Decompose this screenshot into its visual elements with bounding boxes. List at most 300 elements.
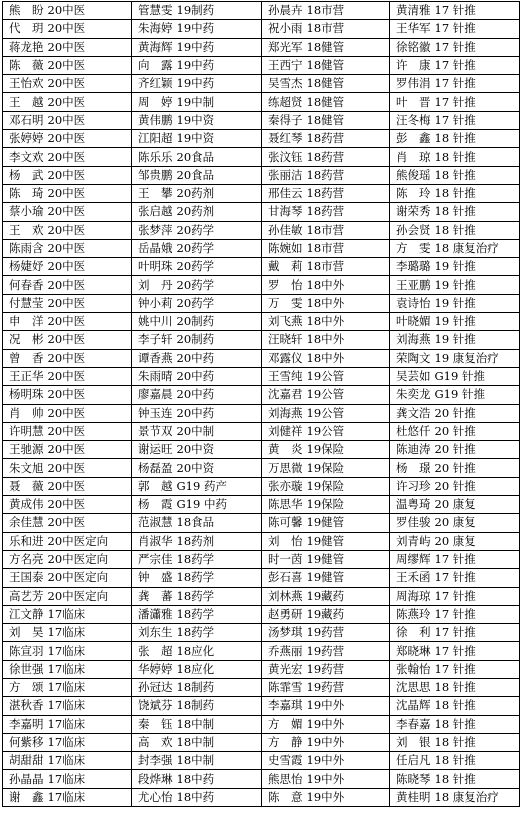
class-group: 20中医 xyxy=(47,478,86,493)
student-name: 华婷婷 xyxy=(138,661,173,676)
class-group: 17 针推 xyxy=(434,39,476,54)
table-row xyxy=(3,221,520,239)
student-name: 张启越 xyxy=(138,204,173,219)
roster-cell xyxy=(3,459,132,477)
student-name: 湛秋香 xyxy=(9,698,44,713)
student-name: 徐铭徽 xyxy=(396,39,431,54)
class-group: 20中医 xyxy=(47,259,86,274)
student-name: 杨 霞 xyxy=(138,497,173,512)
class-group: 20中医定向 xyxy=(47,570,109,585)
student-name: 王国泰 xyxy=(9,570,44,585)
table-row xyxy=(3,496,520,514)
class-group: 18 针推 xyxy=(434,753,476,768)
student-name: 刘东生 xyxy=(138,625,173,640)
roster-cell xyxy=(3,367,132,385)
class-group: 20中医 xyxy=(47,21,86,36)
student-name: 练超贤 xyxy=(268,94,303,109)
class-group: 18市营 xyxy=(306,21,345,36)
class-group: 18市营 xyxy=(306,222,345,237)
student-name: 陈迪涛 xyxy=(396,442,431,457)
table-row xyxy=(3,477,520,495)
roster-cell xyxy=(262,788,390,806)
roster-cell xyxy=(132,166,262,184)
table-row xyxy=(3,514,520,532)
roster-cell xyxy=(262,386,390,404)
student-name: 王正华 xyxy=(9,369,44,384)
student-name: 杨 璟 xyxy=(396,460,431,475)
roster-cell xyxy=(132,605,262,623)
student-name: 陈 意 xyxy=(268,789,303,804)
class-group: 20 针推 xyxy=(434,423,476,438)
table-row xyxy=(3,166,520,184)
student-name: 熊 盼 xyxy=(9,3,44,18)
class-group: 20中医 xyxy=(47,497,86,512)
roster-cell xyxy=(390,20,520,38)
roster-cell xyxy=(390,75,520,93)
student-name: 高 欢 xyxy=(138,735,173,750)
class-group: 18制药 xyxy=(176,698,215,713)
class-group: 17临床 xyxy=(47,735,86,750)
roster-cell xyxy=(3,2,132,20)
roster-cell xyxy=(3,441,132,459)
student-name: 方 雯 xyxy=(396,241,431,255)
roster-cell xyxy=(390,38,520,56)
roster-cell xyxy=(132,20,262,38)
class-group: 18 针推 xyxy=(434,149,476,164)
student-name: 时一茵 xyxy=(268,552,303,567)
roster-cell xyxy=(132,313,262,331)
student-name: 潘瀟雅 xyxy=(138,606,173,621)
student-roster-table xyxy=(2,1,520,807)
class-group: 17 针推 xyxy=(434,643,476,658)
class-group: 20中医 xyxy=(47,460,86,475)
student-name: 付慧莹 xyxy=(9,295,44,310)
student-name: 范淑慧 xyxy=(138,515,173,530)
table-row xyxy=(3,642,520,660)
roster-cell xyxy=(390,258,520,276)
student-name: 张亦璇 xyxy=(268,478,303,493)
class-group: 19药营 xyxy=(306,661,345,676)
class-group: G19 中药 xyxy=(176,497,227,512)
roster-cell xyxy=(3,660,132,678)
roster-cell xyxy=(262,166,390,184)
student-name: 秦 钰 xyxy=(138,716,173,731)
student-name: 乔燕丽 xyxy=(268,643,303,658)
class-group: 19公管 xyxy=(306,405,345,420)
student-name: 黄桂明 xyxy=(396,789,431,804)
student-name: 戴 莉 xyxy=(268,259,303,274)
roster-cell xyxy=(390,2,520,20)
roster-cell xyxy=(132,404,262,422)
class-group: G19 药产 xyxy=(176,478,227,493)
class-group: 20药学 xyxy=(176,241,215,255)
roster-cell xyxy=(262,770,390,788)
student-name: 肖淑华 xyxy=(138,533,173,548)
student-name: 杨明珠 xyxy=(9,387,44,402)
student-name: 尤心怡 xyxy=(138,789,173,804)
student-name: 陈 玲 xyxy=(396,186,431,201)
roster-cell xyxy=(132,203,262,221)
roster-cell xyxy=(262,404,390,422)
class-group: 17临床 xyxy=(47,753,86,768)
roster-cell xyxy=(132,239,262,257)
class-group: 18市营 xyxy=(306,241,345,255)
class-group: 19中外 xyxy=(306,716,345,731)
roster-cell xyxy=(132,733,262,751)
roster-cell xyxy=(3,93,132,111)
student-name: 郑光军 xyxy=(268,39,303,54)
roster-cell xyxy=(132,258,262,276)
roster-cell xyxy=(3,203,132,221)
class-group: 18 针推 xyxy=(434,771,476,786)
student-name: 祝小雨 xyxy=(268,21,303,36)
roster-cell xyxy=(262,20,390,38)
class-group: 18药学 xyxy=(176,570,215,585)
roster-cell xyxy=(262,221,390,239)
student-name: 叶 晋 xyxy=(396,94,431,109)
class-group: 20中医 xyxy=(47,186,86,201)
student-name: 李文欢 xyxy=(9,149,44,164)
roster-cell xyxy=(3,587,132,605)
roster-cell xyxy=(3,313,132,331)
class-group: 19中药 xyxy=(176,76,215,91)
roster-cell xyxy=(3,258,132,276)
student-name: 许明慧 xyxy=(9,423,44,438)
student-name: 徐世强 xyxy=(9,661,44,676)
roster-cell xyxy=(3,166,132,184)
roster-cell xyxy=(132,294,262,312)
student-name: 郑晓琳 xyxy=(396,643,431,658)
student-name: 王禾函 xyxy=(396,570,431,585)
student-name: 张汶钰 xyxy=(268,149,303,164)
student-name: 钟玉连 xyxy=(138,405,173,420)
roster-cell xyxy=(3,605,132,623)
class-group: 20中资 xyxy=(176,442,215,457)
student-name: 张婷婷 xyxy=(9,131,44,146)
class-group: 17 针推 xyxy=(434,570,476,585)
student-name: 任启凡 xyxy=(396,753,431,768)
class-group: 19中药 xyxy=(176,58,215,73)
roster-cell xyxy=(390,166,520,184)
roster-cell xyxy=(262,459,390,477)
roster-cell xyxy=(3,239,132,257)
class-group: 18健管 xyxy=(306,112,345,127)
roster-cell xyxy=(262,2,390,20)
roster-cell xyxy=(132,386,262,404)
roster-cell xyxy=(132,532,262,550)
class-group: 18 针推 xyxy=(434,222,476,237)
roster-cell xyxy=(262,605,390,623)
class-group: 20中药 xyxy=(176,387,215,402)
roster-cell xyxy=(390,184,520,202)
roster-cell xyxy=(3,532,132,550)
class-group: 18 针推 xyxy=(434,680,476,695)
roster-cell xyxy=(390,605,520,623)
class-group: 19 针推 xyxy=(434,259,476,274)
class-group: 20 针推 xyxy=(434,478,476,493)
class-group: 20药学 xyxy=(176,295,215,310)
student-name: 杨婕妤 xyxy=(9,259,44,274)
roster-cell xyxy=(262,715,390,733)
table-row xyxy=(3,38,520,56)
roster-cell xyxy=(262,203,390,221)
student-name: 熊俊瑶 xyxy=(396,167,431,182)
roster-cell xyxy=(132,569,262,587)
roster-cell xyxy=(390,294,520,312)
class-group: 17临床 xyxy=(47,789,86,804)
class-group: 20 针推 xyxy=(434,460,476,475)
table-row xyxy=(3,331,520,349)
table-row xyxy=(3,313,520,331)
student-name: 陈 琦 xyxy=(9,186,44,201)
class-group: 18健管 xyxy=(306,76,345,91)
class-group: 18中药 xyxy=(176,789,215,804)
roster-cell xyxy=(390,203,520,221)
student-name: 熊思怡 xyxy=(268,771,303,786)
roster-cell xyxy=(390,678,520,696)
table-row xyxy=(3,239,520,257)
roster-cell xyxy=(3,276,132,294)
student-name: 王雪纯 xyxy=(268,369,303,384)
class-group: 19健管 xyxy=(306,570,345,585)
class-group: 18市营 xyxy=(306,259,345,274)
class-group: 18 针推 xyxy=(434,204,476,219)
student-name: 景节双 xyxy=(138,423,173,438)
student-name: 方 静 xyxy=(268,735,303,750)
student-name: 万思微 xyxy=(268,460,303,475)
class-group: 19药营 xyxy=(306,625,345,640)
class-group: 19健管 xyxy=(306,552,345,567)
class-group: 17 针推 xyxy=(434,606,476,621)
roster-cell xyxy=(3,624,132,642)
roster-cell xyxy=(262,56,390,74)
student-name: 饶斌芬 xyxy=(138,698,173,713)
roster-cell xyxy=(262,276,390,294)
roster-cell xyxy=(132,93,262,111)
roster-cell xyxy=(390,459,520,477)
class-group: 17临床 xyxy=(47,643,86,658)
student-name: 周海琼 xyxy=(396,588,431,603)
student-name: 曾 香 xyxy=(9,350,44,365)
class-group: 20药剂 xyxy=(176,186,215,201)
student-name: 谢 鑫 xyxy=(9,789,44,804)
student-name: 刘 昊 xyxy=(9,625,44,640)
class-group: 19保险 xyxy=(306,478,345,493)
roster-cell xyxy=(3,130,132,148)
student-name: 汤梦琪 xyxy=(268,625,303,640)
class-group: 20中医 xyxy=(47,94,86,109)
roster-cell xyxy=(3,752,132,770)
class-group: 19保险 xyxy=(306,442,345,457)
class-group: 17 针推 xyxy=(434,58,476,73)
student-name: 向 露 xyxy=(138,58,173,73)
class-group: 17临床 xyxy=(47,771,86,786)
table-row xyxy=(3,715,520,733)
roster-cell xyxy=(390,111,520,129)
roster-cell xyxy=(262,38,390,56)
student-name: 龚文浩 xyxy=(396,405,431,420)
roster-cell xyxy=(390,349,520,367)
class-group: 18中制 xyxy=(176,716,215,731)
class-group: 20中医定向 xyxy=(47,533,109,548)
student-name: 孙佳敏 xyxy=(268,222,303,237)
class-group: 20中医 xyxy=(47,442,86,457)
student-name: 邓露仪 xyxy=(268,350,303,365)
class-group: 17 针推 xyxy=(434,21,476,36)
student-name: 何春香 xyxy=(9,277,44,292)
roster-cell xyxy=(262,313,390,331)
roster-cell xyxy=(3,38,132,56)
class-group: 18 针推 xyxy=(434,131,476,146)
class-group: 18药剂 xyxy=(176,533,215,548)
class-group: 20中药 xyxy=(176,405,215,420)
student-name: 刘 丹 xyxy=(138,277,173,292)
roster-cell xyxy=(262,148,390,166)
roster-cell xyxy=(262,130,390,148)
class-group: 20 康复 xyxy=(434,497,476,512)
class-group: 18中制 xyxy=(176,753,215,768)
roster-cell xyxy=(390,276,520,294)
roster-cell xyxy=(390,660,520,678)
class-group: 19 针推 xyxy=(434,295,476,310)
student-name: 江文静 xyxy=(9,606,44,621)
class-group: 20中医 xyxy=(47,58,86,73)
class-group: 19中资 xyxy=(176,131,215,146)
roster-cell xyxy=(262,111,390,129)
class-group: 19藏药 xyxy=(306,588,345,603)
roster-cell xyxy=(132,331,262,349)
roster-cell xyxy=(3,733,132,751)
student-name: 肖 帅 xyxy=(9,405,44,420)
student-name: 周 婷 xyxy=(138,94,173,109)
class-group: 18药营 xyxy=(306,186,345,201)
table-row xyxy=(3,258,520,276)
table-row xyxy=(3,770,520,788)
student-name: 蔡小瑜 xyxy=(9,204,44,219)
roster-cell xyxy=(3,404,132,422)
roster-cell xyxy=(132,276,262,294)
student-name: 李春嘉 xyxy=(396,716,431,731)
class-group: 18 针推 xyxy=(434,186,476,201)
roster-cell xyxy=(390,715,520,733)
student-name: 李璐璐 xyxy=(396,259,431,274)
roster-cell xyxy=(3,294,132,312)
student-name: 严宗佳 xyxy=(138,552,173,567)
table-row xyxy=(3,404,520,422)
class-group: 18市营 xyxy=(306,3,345,18)
student-name: 陈晓琴 xyxy=(396,771,431,786)
class-group: 19中外 xyxy=(306,789,345,804)
student-name: 刘海燕 xyxy=(268,405,303,420)
class-group: G19 针推 xyxy=(434,387,485,402)
student-name: 代 玥 xyxy=(9,21,44,36)
student-name: 方名亮 xyxy=(9,552,44,567)
class-group: 19 针推 xyxy=(434,277,476,292)
student-name: 叶明珠 xyxy=(138,259,173,274)
roster-cell xyxy=(262,642,390,660)
class-group: 19藏药 xyxy=(306,606,345,621)
class-group: 20中医 xyxy=(47,314,86,329)
student-name: 汪冬梅 xyxy=(396,112,431,127)
class-group: 17 针推 xyxy=(434,661,476,676)
table-row xyxy=(3,386,520,404)
class-group: 19中制 xyxy=(176,94,215,109)
table-row xyxy=(3,422,520,440)
class-group: 17 针推 xyxy=(434,552,476,567)
roster-cell xyxy=(132,770,262,788)
student-name: 申 洋 xyxy=(9,314,44,329)
class-group: 20中医 xyxy=(47,405,86,420)
student-name: 刘健祥 xyxy=(268,423,303,438)
student-name: 聂 薇 xyxy=(9,478,44,493)
student-name: 陈霏雪 xyxy=(268,680,303,695)
student-name: 黄光宏 xyxy=(268,661,303,676)
class-group: 18健管 xyxy=(306,39,345,54)
class-group: 20中医 xyxy=(47,222,86,237)
roster-cell xyxy=(3,569,132,587)
roster-cell xyxy=(132,441,262,459)
class-group: 20药学 xyxy=(176,277,215,292)
student-name: 郭 越 xyxy=(138,478,173,493)
student-name: 温粤琦 xyxy=(396,497,431,512)
class-group: 17 针推 xyxy=(434,76,476,91)
table-row xyxy=(3,697,520,715)
roster-cell xyxy=(262,569,390,587)
class-group: 18药学 xyxy=(176,588,215,603)
roster-cell xyxy=(262,258,390,276)
student-name: 史雪霞 xyxy=(268,753,303,768)
class-group: 18食品 xyxy=(176,515,215,530)
student-name: 李嘉明 xyxy=(9,716,44,731)
student-name: 谭香燕 xyxy=(138,350,173,365)
roster-cell xyxy=(132,111,262,129)
roster-cell xyxy=(262,660,390,678)
roster-cell xyxy=(390,239,520,257)
class-group: 20制药 xyxy=(176,314,215,329)
student-name: 段烨琳 xyxy=(138,771,173,786)
roster-cell xyxy=(132,422,262,440)
student-name: 黄 炎 xyxy=(268,442,303,457)
student-name: 黄伟鹏 xyxy=(138,112,173,127)
table-row xyxy=(3,111,520,129)
class-group: 18药学 xyxy=(176,552,215,567)
student-name: 姚中川 xyxy=(138,314,173,329)
roster-cell xyxy=(132,642,262,660)
roster-cell xyxy=(262,587,390,605)
student-name: 吴雪杰 xyxy=(268,76,303,91)
roster-cell xyxy=(3,697,132,715)
class-group: 20中医 xyxy=(47,515,86,530)
table-row xyxy=(3,660,520,678)
class-group: 19中外 xyxy=(306,698,345,713)
student-name: 荣陶文 xyxy=(396,350,431,365)
class-group: 20中资 xyxy=(176,460,215,475)
class-group: 20中医 xyxy=(47,369,86,384)
class-group: 19药营 xyxy=(306,643,345,658)
class-group: 18 针推 xyxy=(434,735,476,750)
class-group: 18制药 xyxy=(176,680,215,695)
student-name: 李子轩 xyxy=(138,332,173,347)
class-group: 18中制 xyxy=(176,735,215,750)
student-name: 秦得子 xyxy=(268,112,303,127)
roster-cell xyxy=(3,20,132,38)
class-group: 18药学 xyxy=(176,606,215,621)
roster-cell xyxy=(390,770,520,788)
roster-cell xyxy=(132,697,262,715)
roster-cell xyxy=(390,569,520,587)
class-group: 19中药 xyxy=(176,39,215,54)
roster-cell xyxy=(3,788,132,806)
